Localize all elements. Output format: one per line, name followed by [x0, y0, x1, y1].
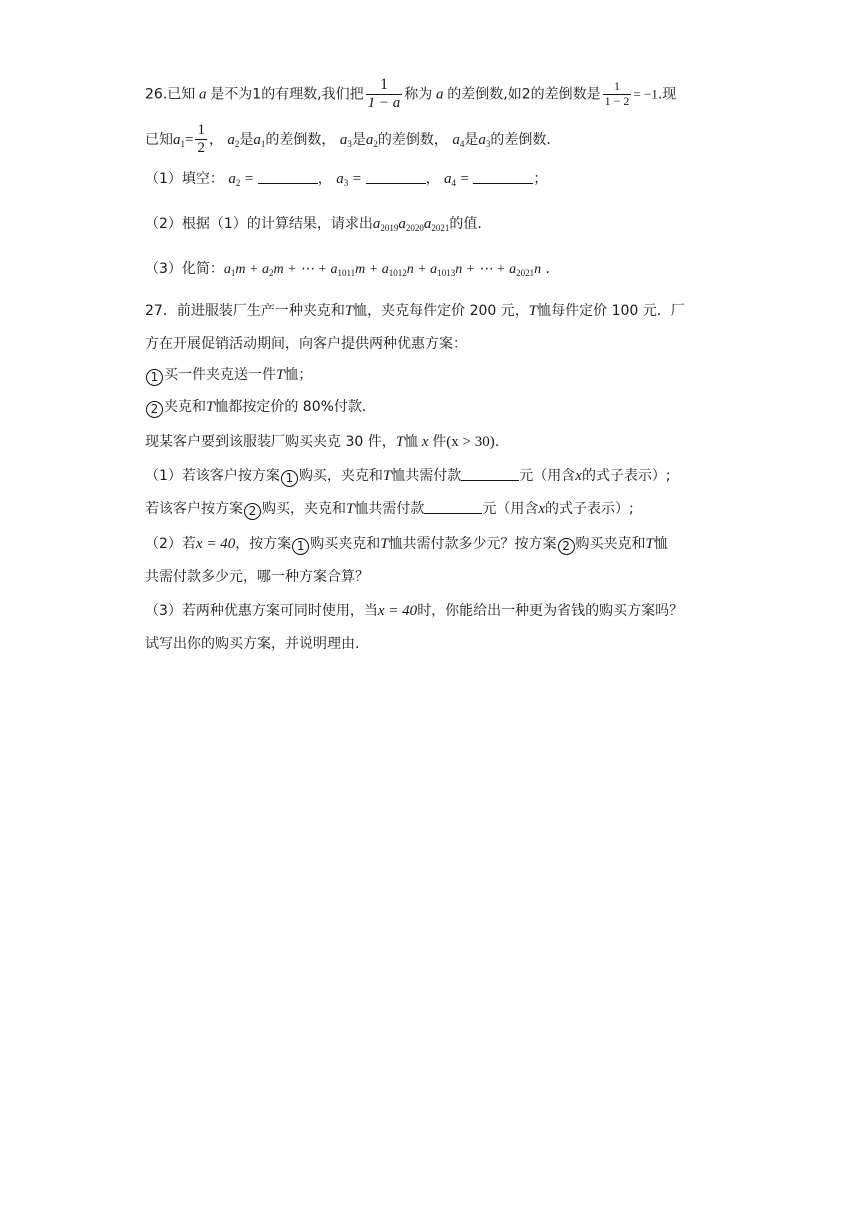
- q26-statement-line2: 已知$a_1=$ $\frac{1}{2}$ ， $a_2$是$a_1$的差倒数， $a_3$是$a_2$的差倒数， $a_4$是$a_3$的差倒数.: [145, 122, 551, 157]
- fraction-one-half: $\frac{1}{2}$: [197, 122, 205, 157]
- q27-statement-line2: 方在开展促销活动期间，向客户提供两种优惠方案：: [145, 336, 467, 352]
- fraction-one-over-one-minus-two: $\frac{1}{1 - 2}$: [604, 79, 630, 108]
- q26-part1-fill-blank: （1）填空： $a_2$ = ， $a_3$ = ， $a_4$ = ；: [145, 171, 548, 188]
- q27-part2-line2: 共需付款多少元，哪一种方案合算？: [145, 569, 369, 585]
- fraction-one-over-one-minus-a: $\frac{1}{1 - a}$: [367, 76, 401, 112]
- q27-part3-line2: 试写出你的购买方案，并说明理由.: [145, 636, 360, 652]
- circled-number-1: 1: [146, 369, 163, 386]
- circled-number-2: 2: [146, 401, 163, 418]
- q27-option2: 2 夹克和T恤都按定价的 80%付款．: [145, 396, 376, 418]
- answer-blank-a2[interactable]: [258, 169, 318, 184]
- answer-blank-plan2-cost[interactable]: [424, 499, 482, 514]
- q27-part2-line1: （2）若x = 40，按方案 1 购买夹克和T恤共需付款多少元？按方案 2 购买夹克和T恤: [145, 536, 668, 553]
- q27-condition-line: 现某客户要到该服装厂购买夹克 30 件，T恤 x 件(x > 30).: [145, 434, 500, 450]
- q27-part1-line1: （1）若该客户按方案 1 购买，夹克和T恤共需付款 元（用含x的式子表示）;: [145, 468, 671, 485]
- q27-option1: 1 买一件夹克送一件T恤；: [145, 364, 312, 386]
- q26-statement-line1: 26.已知 a 是不为1的有理数,我们把 $\frac{1}{1 - a}$ 称为 a 的差倒数,如2的差倒数是 $\frac{1}{1 - 2}$ = −1.现: [145, 76, 677, 112]
- q27-part1-line2: 若该客户按方案 2 购买，夹克和T恤共需付款 元（用含x的式子表示）;: [145, 501, 634, 518]
- answer-blank-a4[interactable]: [473, 169, 533, 184]
- q27-statement-line1: 27．前进服装厂生产一种夹克和T恤，夹克每件定价 200 元，T恤每件定价 100 元．厂: [145, 303, 685, 319]
- answer-blank-plan1-cost[interactable]: [461, 466, 519, 481]
- q27-part3-line1: （3）若两种优惠方案可同时使用，当x = 40时，你能给出一种更为省钱的购买方案吗？: [145, 603, 684, 619]
- answer-blank-a3[interactable]: [366, 169, 426, 184]
- q26-part2: （2）根据（1）的计算结果，请求出$a_{2019}a_{2020}a_{2021}$的值.: [145, 216, 482, 233]
- q26-part3: （3）化简：$a_1m + a_2m$ + ⋯ + $a_{1011}m + a_{1012}n + a_{1013}n$ + ⋯ + $a_{2021}n$ .: [145, 261, 550, 278]
